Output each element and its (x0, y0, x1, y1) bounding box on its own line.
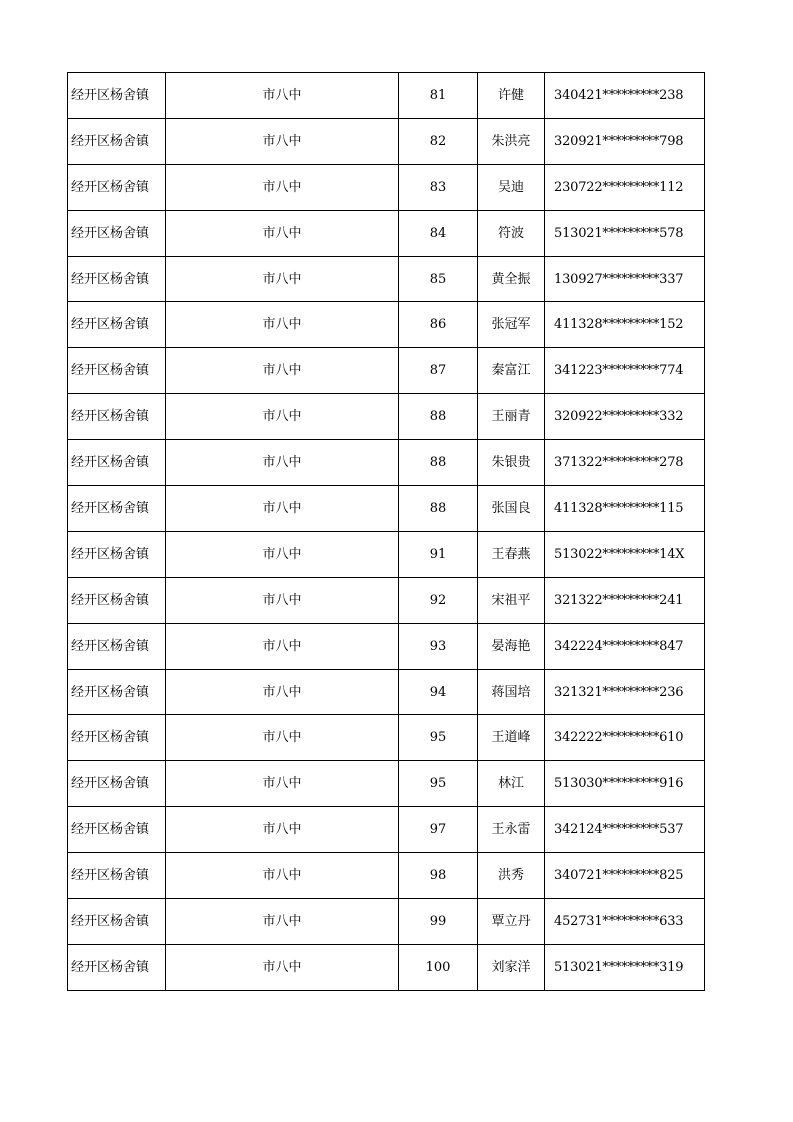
rank-cell: 82 (399, 118, 478, 164)
id-number-cell: 411328*********115 (545, 486, 705, 532)
id-number-cell: 340421*********238 (545, 73, 705, 119)
person-name-cell: 秦富江 (478, 348, 545, 394)
school-cell: 市八中 (166, 715, 399, 761)
district-cell: 经开区杨舍镇 (68, 486, 166, 532)
person-name-cell: 覃立丹 (478, 899, 545, 945)
table-row (68, 348, 705, 394)
table-row (68, 715, 705, 761)
id-number-cell: 340721*********825 (545, 853, 705, 899)
district-cell: 经开区杨舍镇 (68, 944, 166, 990)
roster-table (67, 72, 705, 991)
school-cell: 市八中 (166, 302, 399, 348)
person-name-cell: 洪秀 (478, 853, 545, 899)
table-row (68, 531, 705, 577)
table-row (68, 486, 705, 532)
school-cell: 市八中 (166, 164, 399, 210)
school-cell: 市八中 (166, 577, 399, 623)
table-row (68, 577, 705, 623)
district-cell: 经开区杨舍镇 (68, 715, 166, 761)
district-cell: 经开区杨舍镇 (68, 577, 166, 623)
district-cell: 经开区杨舍镇 (68, 210, 166, 256)
district-cell: 经开区杨舍镇 (68, 807, 166, 853)
person-name-cell: 符波 (478, 210, 545, 256)
district-cell: 经开区杨舍镇 (68, 118, 166, 164)
id-number-cell: 513030*********916 (545, 761, 705, 807)
table-row (68, 761, 705, 807)
person-name-cell: 王丽青 (478, 394, 545, 440)
person-name-cell: 许健 (478, 73, 545, 119)
person-name-cell: 刘家洋 (478, 944, 545, 990)
table-row (68, 944, 705, 990)
school-cell: 市八中 (166, 853, 399, 899)
id-number-cell: 342224*********847 (545, 623, 705, 669)
id-number-cell: 513021*********578 (545, 210, 705, 256)
table-row (68, 669, 705, 715)
table-row (68, 807, 705, 853)
roster-table-body (68, 73, 705, 991)
id-number-cell: 342222*********610 (545, 715, 705, 761)
id-number-cell: 513022*********14X (545, 531, 705, 577)
person-name-cell: 朱银贵 (478, 440, 545, 486)
id-number-cell: 341223*********774 (545, 348, 705, 394)
table-row (68, 164, 705, 210)
person-name-cell: 宋祖平 (478, 577, 545, 623)
school-cell: 市八中 (166, 256, 399, 302)
rank-cell: 97 (399, 807, 478, 853)
rank-cell: 92 (399, 577, 478, 623)
id-number-cell: 230722*********112 (545, 164, 705, 210)
district-cell: 经开区杨舍镇 (68, 348, 166, 394)
id-number-cell: 513021*********319 (545, 944, 705, 990)
rank-cell: 94 (399, 669, 478, 715)
person-name-cell: 王春燕 (478, 531, 545, 577)
id-number-cell: 411328*********152 (545, 302, 705, 348)
rank-cell: 86 (399, 302, 478, 348)
school-cell: 市八中 (166, 531, 399, 577)
district-cell: 经开区杨舍镇 (68, 531, 166, 577)
person-name-cell: 晏海艳 (478, 623, 545, 669)
rank-cell: 88 (399, 440, 478, 486)
district-cell: 经开区杨舍镇 (68, 164, 166, 210)
district-cell: 经开区杨舍镇 (68, 623, 166, 669)
person-name-cell: 蒋国培 (478, 669, 545, 715)
person-name-cell: 黄全振 (478, 256, 545, 302)
school-cell: 市八中 (166, 118, 399, 164)
id-number-cell: 342124*********537 (545, 807, 705, 853)
person-name-cell: 林江 (478, 761, 545, 807)
district-cell: 经开区杨舍镇 (68, 853, 166, 899)
school-cell: 市八中 (166, 486, 399, 532)
school-cell: 市八中 (166, 761, 399, 807)
rank-cell: 99 (399, 899, 478, 945)
school-cell: 市八中 (166, 210, 399, 256)
table-row (68, 302, 705, 348)
rank-cell: 95 (399, 761, 478, 807)
school-cell: 市八中 (166, 807, 399, 853)
person-name-cell: 张冠军 (478, 302, 545, 348)
rank-cell: 87 (399, 348, 478, 394)
person-name-cell: 王永雷 (478, 807, 545, 853)
rank-cell: 98 (399, 853, 478, 899)
person-name-cell: 张国良 (478, 486, 545, 532)
table-row (68, 623, 705, 669)
school-cell: 市八中 (166, 348, 399, 394)
rank-cell: 81 (399, 73, 478, 119)
id-number-cell: 130927*********337 (545, 256, 705, 302)
school-cell: 市八中 (166, 669, 399, 715)
rank-cell: 100 (399, 944, 478, 990)
table-row (68, 440, 705, 486)
district-cell: 经开区杨舍镇 (68, 73, 166, 119)
rank-cell: 85 (399, 256, 478, 302)
person-name-cell: 吴迪 (478, 164, 545, 210)
district-cell: 经开区杨舍镇 (68, 394, 166, 440)
table-row (68, 256, 705, 302)
rank-cell: 84 (399, 210, 478, 256)
district-cell: 经开区杨舍镇 (68, 669, 166, 715)
table-row (68, 210, 705, 256)
table-row (68, 73, 705, 119)
school-cell: 市八中 (166, 899, 399, 945)
school-cell: 市八中 (166, 73, 399, 119)
school-cell: 市八中 (166, 394, 399, 440)
id-number-cell: 321321*********236 (545, 669, 705, 715)
district-cell: 经开区杨舍镇 (68, 302, 166, 348)
school-cell: 市八中 (166, 944, 399, 990)
rank-cell: 91 (399, 531, 478, 577)
id-number-cell: 320922*********332 (545, 394, 705, 440)
district-cell: 经开区杨舍镇 (68, 440, 166, 486)
table-row (68, 118, 705, 164)
table-row (68, 853, 705, 899)
rank-cell: 93 (399, 623, 478, 669)
table-row (68, 899, 705, 945)
id-number-cell: 452731*********633 (545, 899, 705, 945)
person-name-cell: 王道峰 (478, 715, 545, 761)
rank-cell: 83 (399, 164, 478, 210)
school-cell: 市八中 (166, 623, 399, 669)
id-number-cell: 320921*********798 (545, 118, 705, 164)
district-cell: 经开区杨舍镇 (68, 899, 166, 945)
table-row (68, 394, 705, 440)
id-number-cell: 371322*********278 (545, 440, 705, 486)
rank-cell: 88 (399, 486, 478, 532)
person-name-cell: 朱洪亮 (478, 118, 545, 164)
district-cell: 经开区杨舍镇 (68, 761, 166, 807)
rank-cell: 88 (399, 394, 478, 440)
school-cell: 市八中 (166, 440, 399, 486)
rank-cell: 95 (399, 715, 478, 761)
id-number-cell: 321322*********241 (545, 577, 705, 623)
district-cell: 经开区杨舍镇 (68, 256, 166, 302)
